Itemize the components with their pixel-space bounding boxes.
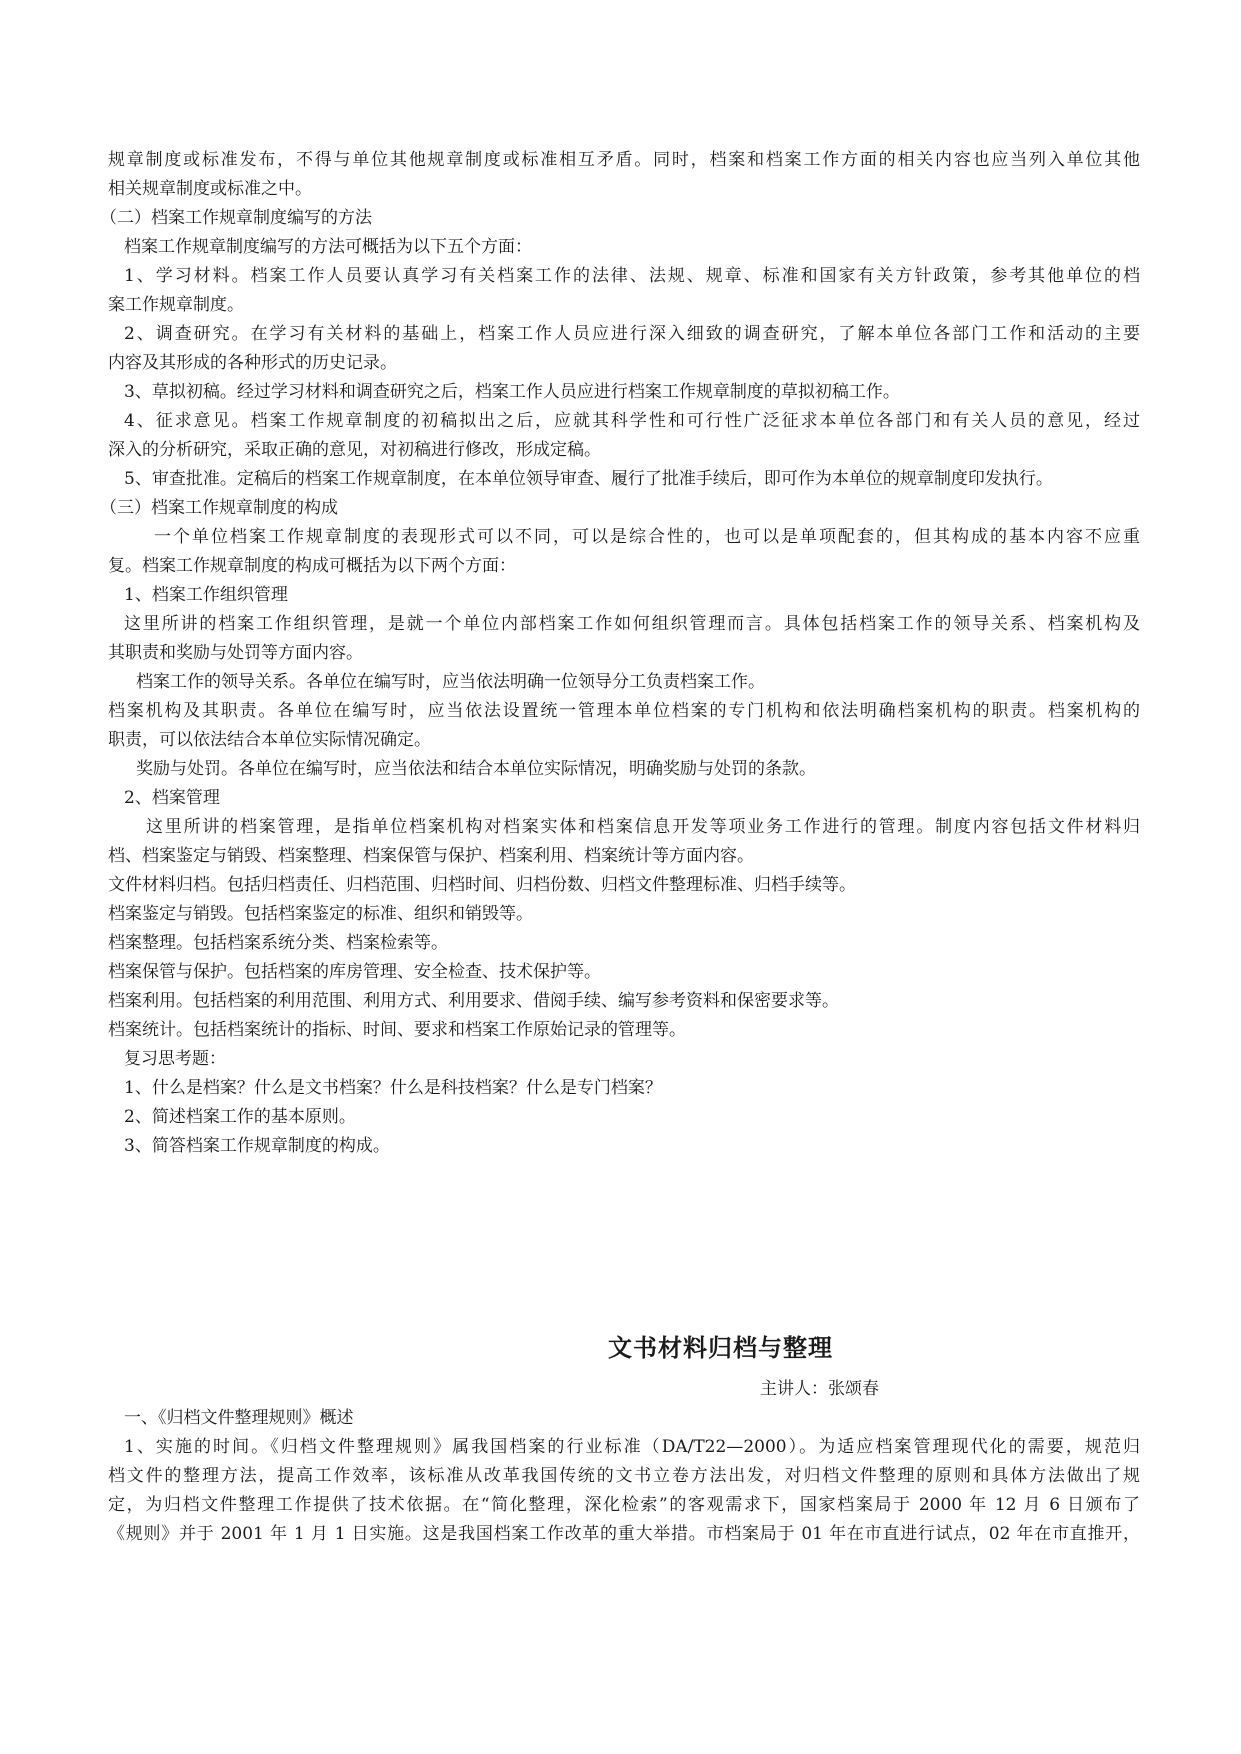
paragraph-line: 其职责和奖励与处罚等方面内容。 [108, 643, 363, 663]
review-question: 2、简述档案工作的基本原则。 [124, 1107, 356, 1127]
paragraph-line: 1、实施的时间。《归档文件整理规则》属我国档案的行业标准（DA/T22—2000）。为适应档案管理现代化的需要，规范归 [124, 1437, 1140, 1457]
list-item-line: 档案统计。包括档案统计的指标、时间、要求和档案工作原始记录的管理等。 [108, 1020, 686, 1040]
paragraph-line: 档、档案鉴定与销毁、档案整理、档案保管与保护、档案利用、档案统计等方面内容。 [108, 846, 754, 866]
paragraph-line: 这里所讲的档案工作组织管理，是就一个单位内部档案工作如何组织管理而言。具体包括档案工作的领导关系、档案机构及 [124, 614, 1140, 634]
list-item-line: 4、征求意见。档案工作规章制度的初稿拟出之后，应就其科学性和可行性广泛征求本单位各部门和有关人员的意见，经过 [124, 411, 1140, 431]
section-heading: （三）档案工作规章制度的构成 [100, 498, 338, 518]
paragraph-line: 档文件的整理方法，提高工作效率，该标准从改革我国传统的文书立卷方法出发，对归档文件整理的原则和具体方法做出了规 [108, 1466, 1140, 1486]
paragraph-line: 规章制度或标准发布，不得与单位其他规章制度或标准相互矛盾。同时，档案和档案工作方面的相关内容也应当列入单位其他 [108, 150, 1140, 170]
list-item-line: 档案利用。包括档案的利用范围、利用方式、利用要求、借阅手续、编写参考资料和保密要求等。 [108, 991, 839, 1011]
list-item-line: 3、草拟初稿。经过学习材料和调查研究之后，档案工作人员应进行档案工作规章制度的草拟初稿工作。 [124, 382, 900, 402]
list-item-line: 内容及其形成的各种形式的历史记录。 [108, 353, 397, 373]
list-item-line: 1、学习材料。档案工作人员要认真学习有关档案工作的法律、法规、规章、标准和国家有关方针政策，参考其他单位的档 [124, 266, 1140, 286]
review-question: 1、什么是档案？什么是文书档案？什么是科技档案？什么是专门档案？ [124, 1078, 662, 1098]
paragraph-line: 职责，可以依法结合本单位实际情况确定。 [108, 730, 431, 750]
paragraph-line: 定，为归档文件整理工作提供了技术依据。在“简化整理，深化检索”的客观需求下，国家档案局于 2000 年 12 月 6 日颁布了 [108, 1495, 1140, 1515]
section-heading: （二）档案工作规章制度编写的方法 [100, 208, 372, 228]
subsection-heading: 1、档案工作组织管理 [124, 585, 288, 605]
list-item-line: 档案保管与保护。包括档案的库房管理、安全检查、技术保护等。 [108, 962, 601, 982]
paragraph-line: 奖励与处罚。各单位在编写时，应当依法和结合本单位实际情况，明确奖励与处罚的条款。 [136, 759, 816, 779]
speaker-line: 主讲人：张颂春 [760, 1379, 879, 1399]
list-item-line: 5、审查批准。定稿后的档案工作规章制度，在本单位领导审查、履行了批准手续后，即可作为本单位的规章制度印发执行。 [124, 469, 1053, 489]
paragraph-line: 这里所讲的档案管理，是指单位档案机构对档案实体和档案信息开发等项业务工作进行的管理。制度内容包括文件材料归 [146, 817, 1140, 837]
review-question: 3、简答档案工作规章制度的构成。 [124, 1136, 390, 1156]
review-heading: 复习思考题： [124, 1049, 226, 1069]
list-item-line: 档案鉴定与销毁。包括档案鉴定的标准、组织和销毁等。 [108, 904, 533, 924]
paragraph-line: 档案工作的领导关系。各单位在编写时，应当依法明确一位领导分工负责档案工作。 [136, 672, 765, 692]
paragraph-line: 《规则》并于 2001 年 1 月 1 日实施。这是我国档案工作改革的重大举措。市档案局于 01 年在市直进行试点，02 年在市直推开， [108, 1524, 1140, 1544]
section-heading: 一、《归档文件整理规则》概述 [124, 1408, 354, 1428]
list-item-line: 案工作规章制度。 [108, 295, 244, 315]
list-item-line: 文件材料归档。包括归档责任、归档范围、归档时间、归档份数、归档文件整理标准、归档手续等。 [108, 875, 856, 895]
paragraph-line: 档案工作规章制度编写的方法可概括为以下五个方面： [124, 237, 532, 257]
paragraph-line: 复。档案工作规章制度的构成可概括为以下两个方面： [108, 556, 516, 576]
document-title: 文书材料归档与整理 [608, 1334, 833, 1362]
paragraph-line: 相关规章制度或标准之中。 [108, 179, 312, 199]
subsection-heading: 2、档案管理 [124, 788, 220, 808]
paragraph-line: 档案机构及其职责。各单位在编写时，应当依法设置统一管理本单位档案的专门机构和依法明确档案机构的职责。档案机构的 [108, 701, 1140, 721]
list-item-line: 档案整理。包括档案系统分类、档案检索等。 [108, 933, 448, 953]
paragraph-line: 一个单位档案工作规章制度的表现形式可以不同，可以是综合性的，也可以是单项配套的，但其构成的基本内容不应重 [154, 527, 1140, 547]
list-item-line: 2、调查研究。在学习有关材料的基础上，档案工作人员应进行深入细致的调查研究，了解本单位各部门工作和活动的主要 [124, 324, 1140, 344]
list-item-line: 深入的分析研究，采取正确的意见，对初稿进行修改，形成定稿。 [108, 440, 601, 460]
